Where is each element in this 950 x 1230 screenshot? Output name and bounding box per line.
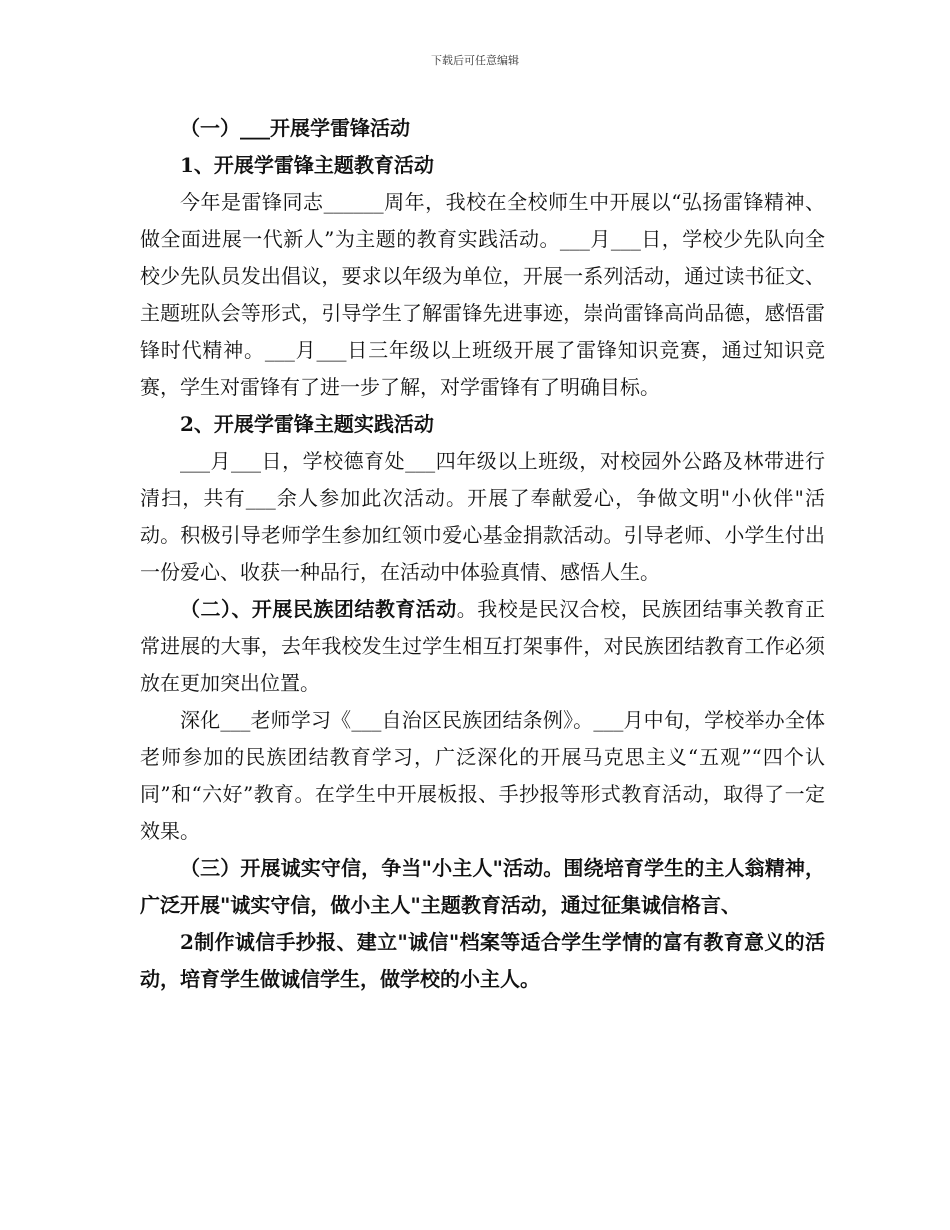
section1-sub2-body: ___月___日，学校德育处___四年级以上班级，对校园外公路及林带进行清扫，共有___余人参加此次活动。开展了奉献爱心，争做文明"小伙伴"活动。积极引导老师学生参加红领巾爱心基金捐款活动。引导老师、小学生付出一份爱心、收获一种品行，在活动中体验真情、感悟人生。	[140, 449, 825, 584]
section1-sub1-body: 今年是雷锋同志______周年，我校在全校师生中开展以“弘扬雷锋精神、做全面进展一代新人”为主题的教育实践活动。___月___日，学校少先队向全校少先队员发出倡议，要求以年级为单位，开展一系列活动，通过读书征文、主题班队会等形式，引导学生了解雷锋先进事迹，崇尚雷锋高尚品德，感悟雷锋时代精神。___月___日三年级以上班级开展了雷锋知识竞赛，通过知识竞赛，学生对雷锋有了进一步了解，对学雷锋有了明确目标。	[140, 190, 825, 399]
page-header-note: 下载后可任意编辑	[431, 54, 519, 67]
section1-sub1-title: 1、开展学雷锋主题教育活动	[180, 153, 434, 177]
section2-title: （二）、开展民族团结教育活动	[180, 597, 457, 621]
section2-body2: 深化___老师学习《___自治区民族团结条例》。___月中旬，学校举办全体老师参加的民族团结教育学习，广泛深化的开展马克思主义“五观”“四个认同”和“六好”教育。在学生中开展板报、手抄报等形式教育活动，取得了一定效果。	[140, 708, 825, 843]
section2-paragraph	[140, 591, 825, 702]
section1-title: （一）___开展学雷锋活动	[180, 116, 410, 140]
document-body	[140, 110, 825, 998]
section1-sub2-title: 2、开展学雷锋主题实践活动	[180, 412, 434, 436]
section2-body1: 。我校是民汉合校，民族团结事关教育正常进展的大事，去年我校发生过学生相互打架事件，对民族团结教育工作必须放在更加突出位置。	[140, 597, 826, 695]
section3-body2: 2制作诚信手抄报、建立"诚信"档案等适合学生学情的富有教育意义的活动，培育学生做诚信学生，做学校的小主人。	[140, 930, 825, 991]
section3-body1: （三）开展诚实守信，争当"小主人"活动。围绕培育学生的主人翁精神，广泛开展"诚实守信，做小主人"主题教育活动，通过征集诚信格言、	[140, 856, 825, 917]
